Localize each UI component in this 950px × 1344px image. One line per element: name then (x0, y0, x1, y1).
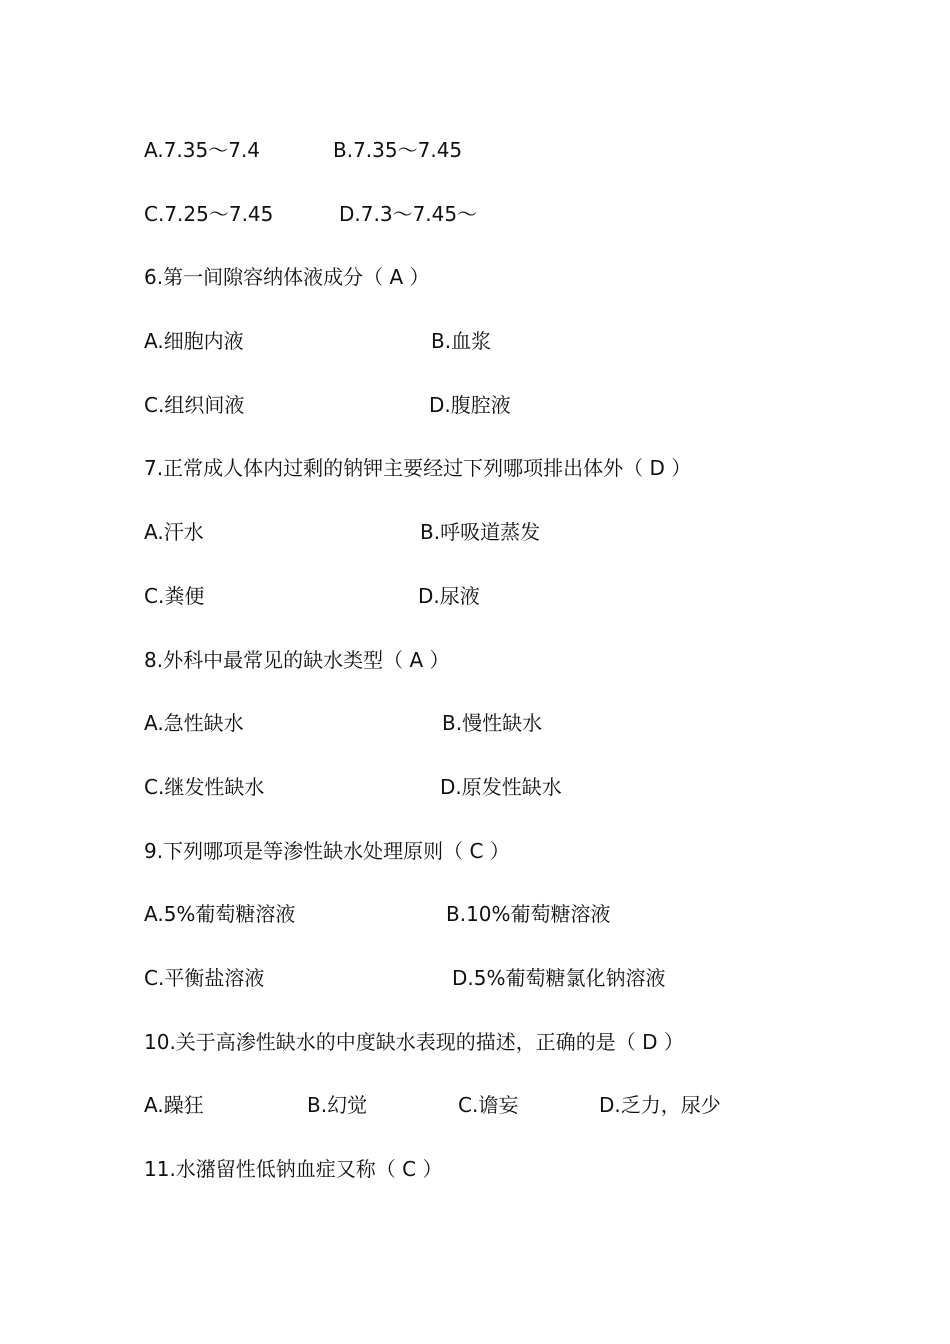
option-d: D.乏力，尿少 (599, 1093, 721, 1117)
option-d: D.尿液 (418, 584, 480, 608)
option-d: D.5%葡萄糖氯化钠溶液 (452, 966, 666, 990)
option-c: C.7.25～7.45 (144, 202, 274, 226)
option-b: B.呼吸道蒸发 (420, 520, 541, 544)
option-c: C.粪便 (144, 584, 205, 608)
option-b: B.慢性缺水 (442, 711, 543, 735)
question-7: 7.正常成人体内过剩的钠钾主要经过下列哪项排出体外（ D ） (144, 456, 692, 480)
question-8: 8.外科中最常见的缺水类型（ A ） (144, 648, 450, 672)
question-11: 11.水潴留性低钠血症又称（ C ） (144, 1157, 443, 1181)
option-b: B.10%葡萄糖溶液 (446, 902, 611, 926)
option-c: C.继发性缺水 (144, 775, 265, 799)
option-a: A.急性缺水 (144, 711, 244, 735)
question-9: 9.下列哪项是等渗性缺水处理原则（ C ） (144, 839, 510, 863)
option-a: A.躁狂 (144, 1093, 204, 1117)
option-d: D.原发性缺水 (440, 775, 562, 799)
option-b: B.7.35～7.45 (333, 138, 463, 162)
option-b: B.幻觉 (307, 1093, 368, 1117)
option-c: C.组织间液 (144, 393, 245, 417)
option-d: D.7.3～7.45～ (339, 202, 478, 226)
option-a: A.7.35～7.4 (144, 138, 261, 162)
option-d: D.腹腔液 (429, 393, 511, 417)
option-a: A.细胞内液 (144, 329, 244, 353)
question-10: 10.关于高渗性缺水的中度缺水表现的描述，正确的是（ D ） (144, 1030, 684, 1054)
option-c: C.平衡盐溶液 (144, 966, 265, 990)
option-b: B.血浆 (431, 329, 492, 353)
option-a: A.5%葡萄糖溶液 (144, 902, 296, 926)
option-a: A.汗水 (144, 520, 204, 544)
option-c: C.谵妄 (458, 1093, 519, 1117)
question-6: 6.第一间隙容纳体液成分（ A ） (144, 265, 430, 289)
